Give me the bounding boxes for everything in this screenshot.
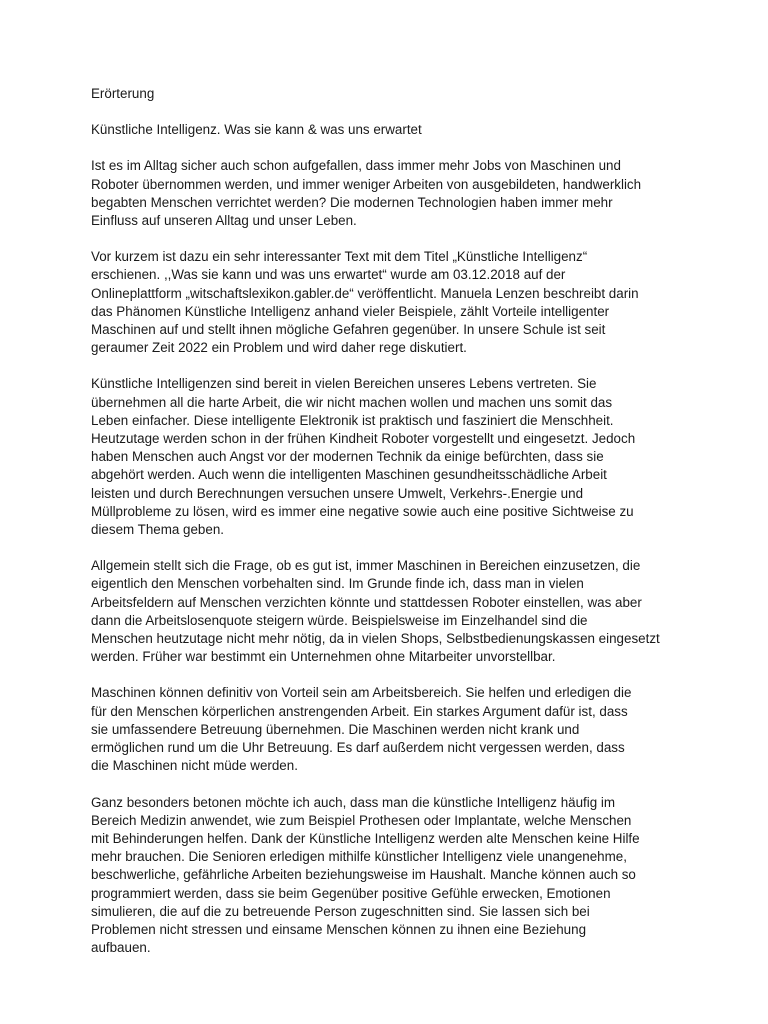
paragraph-line: Ganz besonders betonen möchte ich auch, dass man die künstliche Intelligenz häufig im [91, 794, 616, 810]
document-body [91, 85, 691, 975]
paragraph-line: Künstliche Intelligenzen sind bereit in vielen Bereichen unseres Lebens vertreten. Sie [91, 376, 597, 392]
paragraph-line: das Phänomen Künstliche Intelligenz anhand vieler Beispiele, zählt Vorteile intelligenter [91, 303, 610, 319]
paragraph-line: Einfluss auf unseren Alltag und unser Leben. [91, 213, 357, 229]
paragraph [91, 684, 691, 775]
paragraph-line: Heutzutage werden schon in der frühen Kindheit Roboter vorgestellt und eingesetzt. Jedoch [91, 431, 636, 447]
paragraph-line: übernehmen all die harte Arbeit, die wir nicht machen wollen und machen uns somit das [91, 394, 613, 410]
paragraph-line: dann die Arbeitslosenquote steigern würde. Beispielsweise im Einzelhandel sind die [91, 612, 588, 628]
paragraph-line: Problemen nicht stressen und einsame Menschen können zu ihnen eine Beziehung [91, 921, 587, 937]
document-heading: Erörterung [91, 86, 155, 101]
paragraph-line: simulieren, die auf die zu betreuende Person zugeschnitten sind. Sie lassen sich bei [91, 903, 590, 919]
paragraph-line: Maschinen können definitiv von Vorteil sein am Arbeitsbereich. Sie helfen und erledigen die [91, 685, 632, 701]
paragraph-line: eigentlich den Menschen vorbehalten sind. Im Grunde finde ich, dass man in vielen [91, 576, 584, 592]
paragraph-line: beschwerliche, gefährliche Arbeiten beziehungsweise im Haushalt. Manche können auch so [91, 867, 636, 883]
paragraph-line: abgehört werden. Auch wenn die intelligenten Maschinen gesundheitsschädliche Arbeit [91, 467, 607, 483]
paragraph-line: Onlineplattform „witschaftslexikon.gabler.de“ veröffentlicht. Manuela Lenzen beschreibt darin [91, 285, 639, 301]
paragraph-line: Maschinen auf und stellt ihnen mögliche Gefahren gegenüber. In unsere Schule ist seit [91, 322, 606, 338]
paragraph-line: für den Menschen körperlichen anstrengenden Arbeit. Ein starkes Argument dafür ist, dass [91, 703, 628, 719]
paragraph-line: mit Behinderungen helfen. Dank der Künstliche Intelligenz werden alte Menschen keine Hilfe [91, 830, 640, 846]
paragraph-line: Allgemein stellt sich die Frage, ob es gut ist, immer Maschinen in Bereichen einzusetzen, die [91, 558, 641, 574]
paragraph-list [91, 157, 691, 957]
paragraph-line: Menschen heutzutage nicht mehr nötig, da in vielen Shops, Selbstbedienungskassen eingesetzt [91, 631, 660, 647]
paragraph-line: Leben einfacher. Diese intelligente Elektronik ist praktisch und fasziniert die Menschheit. [91, 412, 614, 428]
paragraph-line: begabten Menschen verrichtet werden? Die modernen Technologien haben immer mehr [91, 194, 613, 210]
paragraph-line: Müllprobleme zu lösen, wird es immer eine negative sowie auch eine positive Sichtweise zu [91, 503, 634, 519]
paragraph-line: programmiert werden, dass sie beim Gegenüber positive Gefühle erwecken, Emotionen [91, 885, 611, 901]
document-subtitle: Künstliche Intelligenz. Was sie kann & was uns erwartet [91, 122, 422, 138]
paragraph-line: erschienen. ,,Was sie kann und was uns erwartet“ wurde am 03.12.2018 auf der [91, 267, 566, 283]
paragraph [91, 557, 691, 666]
paragraph-line: mehr brauchen. Die Senioren erledigen mithilfe künstlicher Intelligenz viele unangenehme, [91, 849, 627, 865]
paragraph-line: ermöglichen rund um die Uhr Betreuung. Es darf außerdem nicht vergessen werden, dass [91, 740, 625, 756]
paragraph-line: Arbeitsfeldern auf Menschen verzichten könnte und stattdessen Roboter einstellen, was aber [91, 594, 642, 610]
paragraph-line: sie umfassendere Betreuung übernehmen. Die Maschinen werden nicht krank und [91, 721, 580, 737]
paragraph-line: aufbauen. [91, 940, 151, 956]
paragraph-line: haben Menschen auch Angst vor der modernen Technik da einige befürchten, dass sie [91, 449, 604, 465]
paragraph-line: Ist es im Alltag sicher auch schon aufgefallen, dass immer mehr Jobs von Maschinen und [91, 158, 621, 174]
paragraph-line: Roboter übernommen werden, und immer weniger Arbeiten von ausgebildeten, handwerklich [91, 176, 642, 192]
paragraph-line: diesem Thema geben. [91, 522, 224, 538]
paragraph-line: Vor kurzem ist dazu ein sehr interessanter Text mit dem Titel „Künstliche Intelligenz“ [91, 249, 588, 265]
paragraph-line: leisten und durch Berechnungen versuchen unsere Umwelt, Verkehrs-.Energie und [91, 485, 584, 501]
paragraph [91, 157, 691, 230]
paragraph-line: die Maschinen nicht müde werden. [91, 758, 298, 774]
paragraph-line: geraumer Zeit 2022 ein Problem und wird daher rege diskutiert. [91, 340, 467, 356]
paragraph [91, 794, 691, 958]
paragraph [91, 375, 691, 539]
paragraph [91, 248, 691, 357]
paragraph-line: Bereich Medizin anwendet, wie zum Beispiel Prothesen oder Implantate, welche Menschen [91, 812, 632, 828]
paragraph-line: werden. Früher war bestimmt ein Unternehmen ohne Mitarbeiter unvorstellbar. [91, 649, 556, 665]
